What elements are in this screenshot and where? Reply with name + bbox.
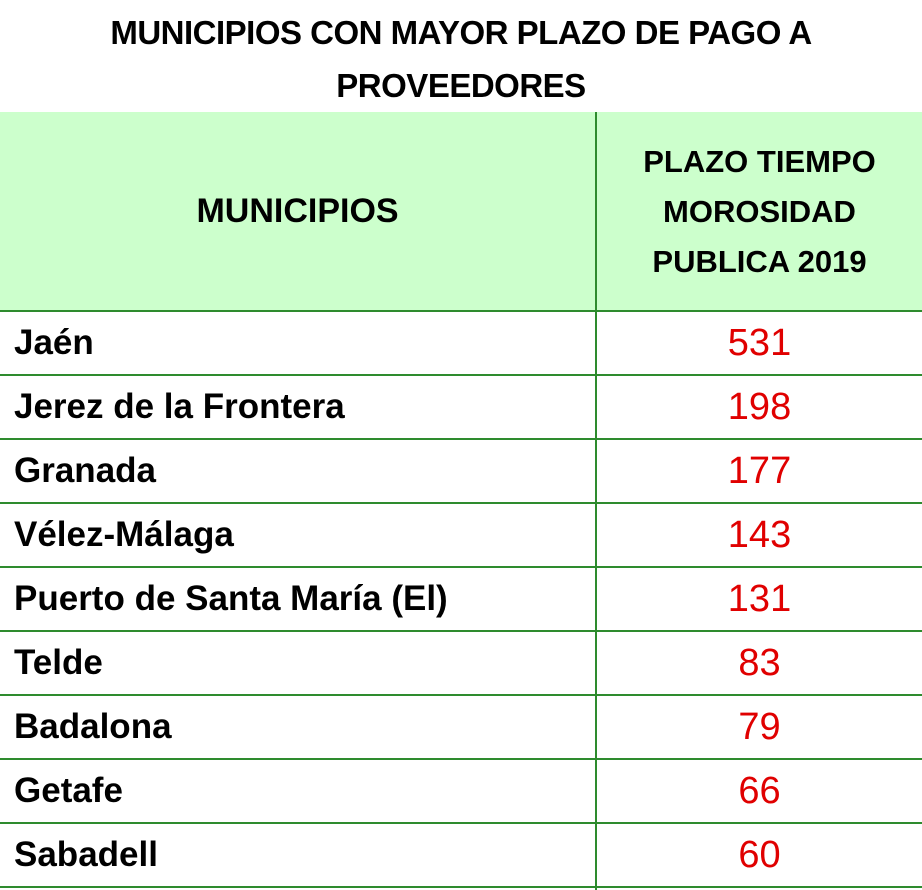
plazo-value: 531: [727, 322, 792, 364]
table-row: [0, 376, 922, 438]
row-divider: [0, 822, 922, 824]
plazo-value: 66: [738, 770, 781, 812]
table-row: [0, 568, 922, 630]
column-divider: [595, 112, 597, 890]
column-header-plazo: PLAZO TIEMPO MOROSIDAD PUBLICA 2019: [643, 143, 876, 279]
municipio-name: Jaén: [14, 323, 94, 362]
table-bottom-border: [0, 886, 922, 888]
plazo-value: 79: [738, 706, 781, 748]
plazo-value: 198: [727, 386, 792, 428]
table-row: [0, 504, 922, 566]
row-divider: [0, 566, 922, 568]
municipio-name: Vélez-Málaga: [14, 515, 234, 554]
plazo-value: 60: [738, 834, 781, 876]
header-bottom-border: [0, 310, 922, 312]
table-row: [0, 696, 922, 758]
table-title: MUNICIPIOS CON MAYOR PLAZO DE PAGO A PROVEEDORES: [110, 14, 812, 104]
plazo-value: 177: [727, 450, 792, 492]
table-row: [0, 760, 922, 822]
municipio-name: Sabadell: [14, 835, 158, 874]
plazo-value: 83: [738, 642, 781, 684]
municipio-name: Getafe: [14, 771, 123, 810]
municipio-name: Badalona: [14, 707, 172, 746]
row-divider: [0, 758, 922, 760]
table-row: [0, 440, 922, 502]
row-divider: [0, 502, 922, 504]
row-divider: [0, 438, 922, 440]
table-row: [0, 632, 922, 694]
column-header-municipios: MUNICIPIOS: [196, 192, 399, 230]
row-divider: [0, 374, 922, 376]
plazo-value: 143: [727, 514, 792, 556]
municipio-name: Telde: [14, 643, 103, 682]
municipio-name: Jerez de la Frontera: [14, 387, 345, 426]
municipio-name: Granada: [14, 451, 156, 490]
table-row: [0, 312, 922, 374]
municipio-name: Puerto de Santa María (El): [14, 579, 448, 618]
row-divider: [0, 694, 922, 696]
table-row: [0, 824, 922, 886]
row-divider: [0, 630, 922, 632]
plazo-value: 131: [727, 578, 792, 620]
